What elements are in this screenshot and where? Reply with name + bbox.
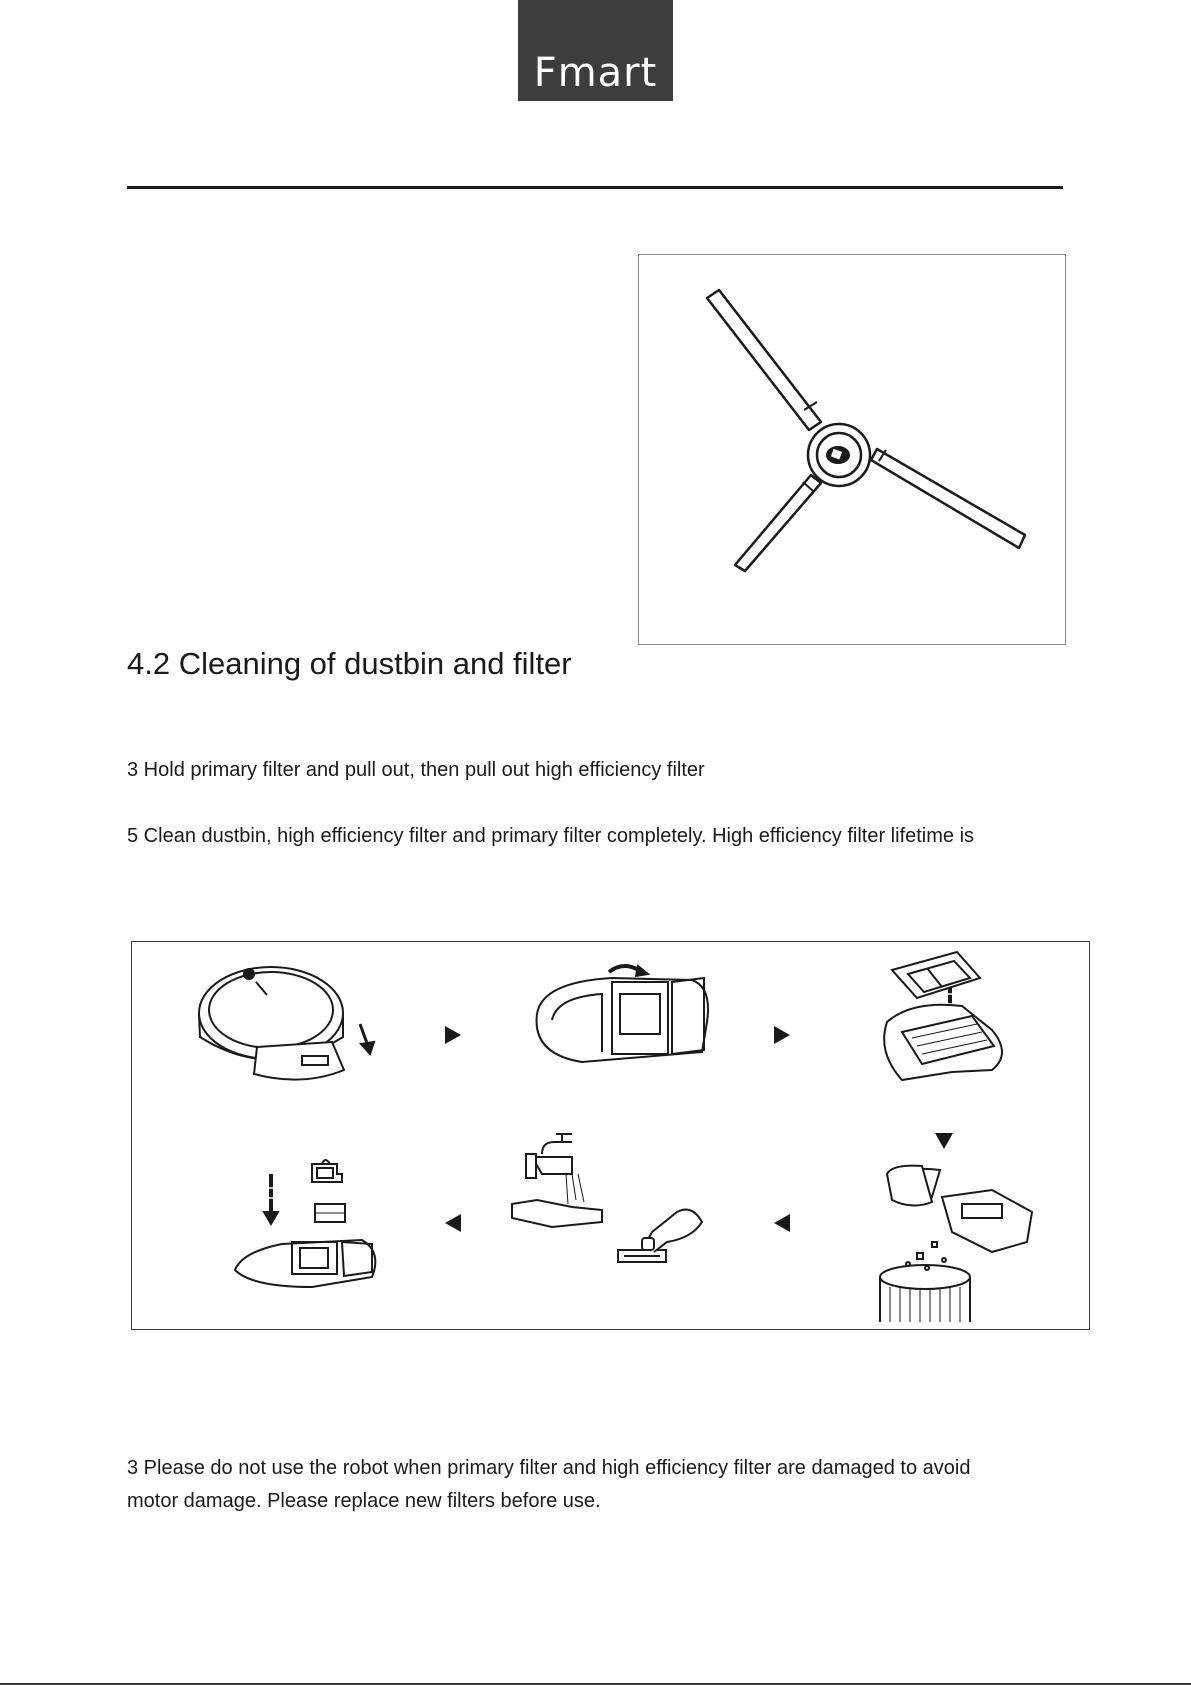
open-dustbin-icon [537, 966, 708, 1062]
logo-text: Fmart [533, 50, 658, 96]
header-divider [127, 186, 1063, 189]
arrow-down-icon [935, 1133, 953, 1149]
arrow-left-icon [774, 1214, 790, 1232]
flow-arrows [445, 1026, 953, 1232]
brand-logo [518, 0, 673, 101]
step-3-text: 3 Hold primary filter and pull out, then pull out high efficiency filter [127, 759, 705, 781]
section-heading: 4.2 Cleaning of dustbin and filter [127, 646, 572, 681]
note-3-line-1: 3 Please do not use the robot when primary filter and high efficiency filter are damaged to avoid [127, 1457, 971, 1479]
empty-dustbin-icon [880, 1166, 1032, 1322]
arrow-right-icon [445, 1026, 461, 1044]
note-3-line-2: motor damage. Please replace new filters before use. [127, 1490, 601, 1512]
reassemble-icon [235, 1160, 375, 1287]
cleaning-procedure-diagram [131, 941, 1090, 1330]
side-brush-icon [639, 255, 1067, 646]
procedure-illustrations [132, 942, 1091, 1331]
side-brush-figure [638, 254, 1066, 645]
wash-filters-icon [512, 1134, 702, 1262]
arrow-right-icon [774, 1026, 790, 1044]
step-5-text: 5 Clean dustbin, high efficiency filter and primary filter completely. High efficiency filter lifetime is [127, 825, 975, 847]
arrow-left-icon [445, 1214, 461, 1232]
remove-filter-icon [884, 952, 1002, 1080]
robot-dustbin-icon [199, 967, 374, 1080]
